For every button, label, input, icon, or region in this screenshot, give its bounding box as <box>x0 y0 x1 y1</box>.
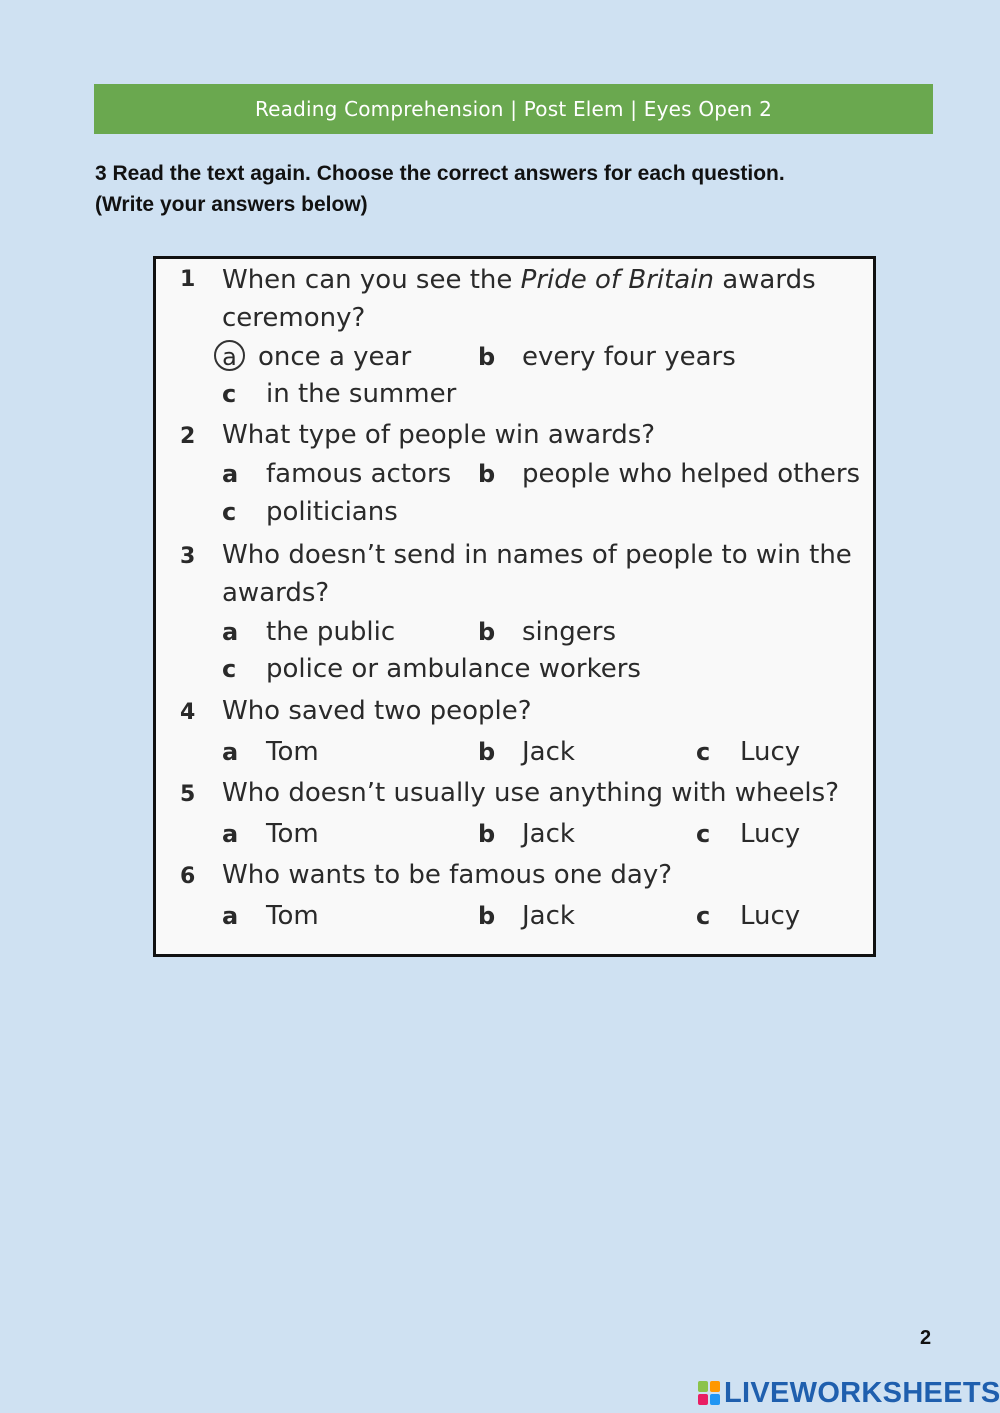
option-a[interactable] <box>222 456 451 492</box>
option-letter: b <box>478 738 496 766</box>
option-text: every four years <box>522 342 736 372</box>
option-text: police or ambulance workers <box>266 654 641 684</box>
option-text: the public <box>266 617 396 647</box>
banner-title: Reading Comprehension | Post Elem | Eyes Open 2 <box>254 97 773 121</box>
question-number: 1 <box>180 267 196 292</box>
header-banner <box>94 84 933 134</box>
option-text: Lucy <box>740 819 801 849</box>
question-text: Who saved two people? <box>222 696 532 726</box>
option-c[interactable] <box>696 734 800 770</box>
option-c[interactable] <box>696 816 800 852</box>
option-letter: a <box>222 738 239 766</box>
instructions-line-1: 3 Read the text again. Choose the correct answers for each question. <box>95 162 785 185</box>
liveworksheets-logo-icon <box>698 1381 720 1405</box>
question-text-part: When can you see the <box>222 265 521 295</box>
option-text: once a year <box>258 342 412 372</box>
option-text: Jack <box>522 901 575 931</box>
option-letter: c <box>696 820 711 848</box>
question-text <box>222 536 862 612</box>
option-letter: a <box>222 820 239 848</box>
question-number: 5 <box>180 782 196 807</box>
option-b[interactable] <box>478 734 575 770</box>
option-text: Lucy <box>740 901 801 931</box>
option-letter: b <box>478 902 496 930</box>
question-number: 4 <box>180 700 196 725</box>
question-number: 3 <box>180 544 196 569</box>
question-text-italic: Pride of Britain <box>520 265 714 295</box>
option-b[interactable] <box>478 816 575 852</box>
option-a[interactable] <box>222 339 411 375</box>
option-b[interactable] <box>478 898 575 934</box>
question-number: 2 <box>180 424 196 449</box>
option-text: Tom <box>266 737 319 767</box>
option-text: Tom <box>266 819 319 849</box>
option-text: in the summer <box>266 379 457 409</box>
option-a[interactable] <box>222 614 395 650</box>
option-letter: a <box>222 618 239 646</box>
question-text-part: awards <box>713 265 816 295</box>
option-text: singers <box>522 617 616 647</box>
question-number: 6 <box>180 864 196 889</box>
option-b[interactable] <box>478 614 616 650</box>
option-letter: c <box>222 655 237 683</box>
option-letter: b <box>478 460 496 488</box>
option-c[interactable] <box>696 898 800 934</box>
option-text: Lucy <box>740 737 801 767</box>
option-letter: c <box>696 738 711 766</box>
liveworksheets-brand[interactable] <box>698 1376 1000 1410</box>
instructions-line-2: (Write your answers below) <box>95 193 368 216</box>
option-a[interactable] <box>222 816 319 852</box>
question-text <box>222 261 862 337</box>
option-text: Jack <box>522 819 575 849</box>
option-letter: b <box>478 343 496 371</box>
option-text: Jack <box>522 737 575 767</box>
option-letter: b <box>478 820 496 848</box>
option-letter: a <box>222 460 239 488</box>
option-letter: c <box>222 498 237 526</box>
option-b[interactable] <box>478 339 736 375</box>
option-letter: c <box>696 902 711 930</box>
option-text: famous actors <box>266 459 452 489</box>
brand-text: LIVEWORKSHEETS <box>724 1376 1000 1409</box>
question-text: Who wants to be famous one day? <box>222 860 673 890</box>
exercise-box <box>153 256 876 957</box>
option-b[interactable] <box>478 456 860 492</box>
option-letter: b <box>478 618 496 646</box>
option-text: people who helped others <box>522 459 861 489</box>
option-letter: c <box>222 380 237 408</box>
question-text: Who doesn’t usually use anything with wheels? <box>222 778 840 808</box>
option-c[interactable] <box>222 651 641 687</box>
option-text: politicians <box>266 497 398 527</box>
question-text-part: Who doesn’t send in names of people to win the <box>222 540 852 570</box>
logo-square <box>710 1394 720 1405</box>
question-text: What type of people win awards? <box>222 420 656 450</box>
logo-square <box>710 1381 720 1392</box>
option-letter: a <box>222 902 239 930</box>
question-text-part: awards? <box>222 578 330 608</box>
logo-square <box>698 1381 708 1392</box>
option-letter-circled: a <box>214 340 245 371</box>
option-c[interactable] <box>222 376 456 412</box>
question-text-part: ceremony? <box>222 303 366 333</box>
instructions <box>95 158 955 220</box>
option-text: Tom <box>266 901 319 931</box>
option-a[interactable] <box>222 734 319 770</box>
page-number: 2 <box>920 1327 932 1349</box>
option-a[interactable] <box>222 898 319 934</box>
option-c[interactable] <box>222 494 398 530</box>
logo-square <box>698 1394 708 1405</box>
